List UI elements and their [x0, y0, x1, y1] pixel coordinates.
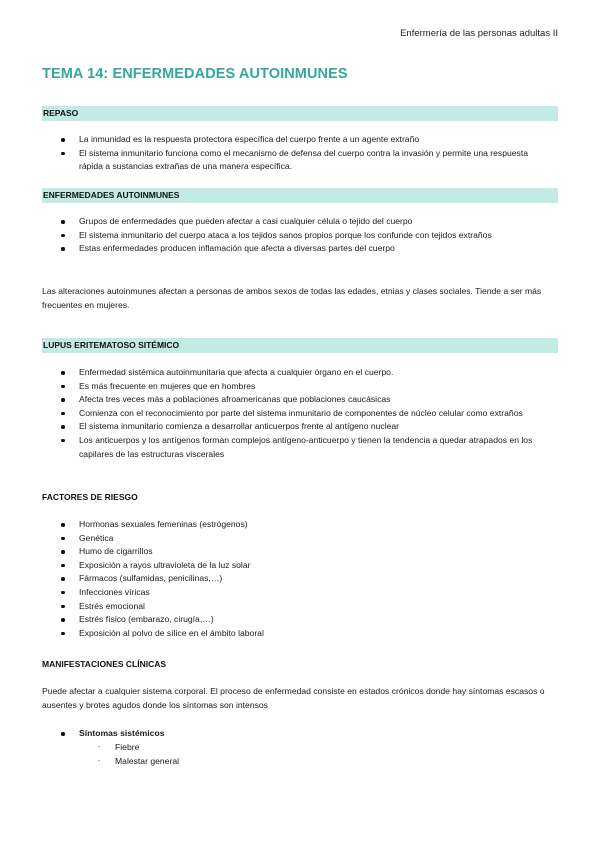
list-item: Enfermedad sistémica autoinmunitaria que afecta a cualquier órgano en el cuerpo.: [42, 366, 542, 380]
list-item: El sistema inmunitario comienza a desarrollar anticuerpos frente al antígeno nuclear: [42, 420, 542, 434]
autoinmunes-list: [42, 215, 542, 256]
lupus-list: [42, 366, 542, 461]
page-title: TEMA 14: ENFERMEDADES AUTOINMUNES: [42, 66, 348, 82]
running-header: Enfermería de las personas adultas II: [400, 28, 558, 39]
list-item: Estrés emocional: [42, 600, 542, 614]
list-item: Exposición al polvo de sílice en el ámbito laboral: [42, 627, 542, 641]
autoinmunes-paragraph: Las alteraciones autoinmunes afectan a personas de ambos sexos de todas las edades, etnias y clases sociales. Tiende a ser más frecuentes en mujeres.: [42, 286, 542, 310]
list-item: Humo de cigarrillos: [42, 545, 542, 559]
list-item: Comienza con el reconocimiento por parte del sistema inmunitario de componentes de núcleo celular como extraños: [42, 407, 542, 421]
list-item: Afecta tres veces más a poblaciones afroamericanas que poblaciones caucásicas: [42, 393, 542, 407]
sublist-item: - Malestar general: [42, 755, 179, 769]
factores-list: [42, 518, 542, 640]
list-item: La inmunidad es la respuesta protectora específica del cuerpo frente a un agente extraño: [42, 133, 542, 147]
sublist-item: - Fiebre: [42, 741, 179, 755]
sintomas-sublist: [42, 741, 179, 768]
section-heading-factores: FACTORES DE RIESGO: [42, 492, 138, 502]
list-item: Estas enfermedades producen inflamación que afecta a diversas partes del cuerpo: [42, 242, 542, 256]
repaso-list: [42, 133, 542, 174]
list-item: Estrés físico (embarazo, cirugía,…): [42, 613, 542, 627]
list-item: Hormonas sexuales femeninas (estrógenos): [42, 518, 542, 532]
list-item: Grupos de enfermedades que pueden afectar a casi cualquier célula o tejido del cuerpo: [42, 215, 542, 229]
section-heading-lupus: LUPUS ERITEMATOSO SITÉMICO: [42, 338, 558, 353]
manifestaciones-list: [42, 727, 542, 741]
list-item: Es más frecuente en mujeres que en hombres: [42, 380, 542, 394]
list-item: Los anticuerpos y los antígenos forman complejos antígeno-anticuerpo y tienen la tendencia a quedar atrapados en los capilares de las estructuras viscerales: [42, 434, 542, 461]
manifestaciones-paragraph: Puede afectar a cualquier sistema corporal. El proceso de enfermedad consiste en estados crónicos donde hay síntomas escasos o ausentes y brotes agudos donde los síntomas son intensos: [42, 686, 545, 710]
list-item: Genética: [42, 532, 542, 546]
section-heading-autoinmunes: ENFERMEDADES AUTOINMUNES: [42, 188, 558, 203]
list-item: Exposición a rayos ultravioleta de la luz solar: [42, 559, 542, 573]
section-heading-repaso: REPASO: [42, 106, 558, 121]
list-item: Fármacos (sulfamidas, penicilinas,…): [42, 572, 542, 586]
list-item: El sistema inmunitario funciona como el mecanismo de defensa del cuerpo contra la invasión y permite una respuesta rápida a sustancias extrañas de una manera específica.: [42, 147, 542, 174]
section-heading-manifestaciones: MANIFESTACIONES CLÍNICAS: [42, 659, 167, 669]
list-item: Infecciones víricas: [42, 586, 542, 600]
list-item-sintomas-sistemicos: Síntomas sistémicos: [42, 727, 542, 741]
list-item: El sistema inmunitario del cuerpo ataca a los tejidos sanos propios porque los confunde con tejidos extraños: [42, 229, 542, 243]
